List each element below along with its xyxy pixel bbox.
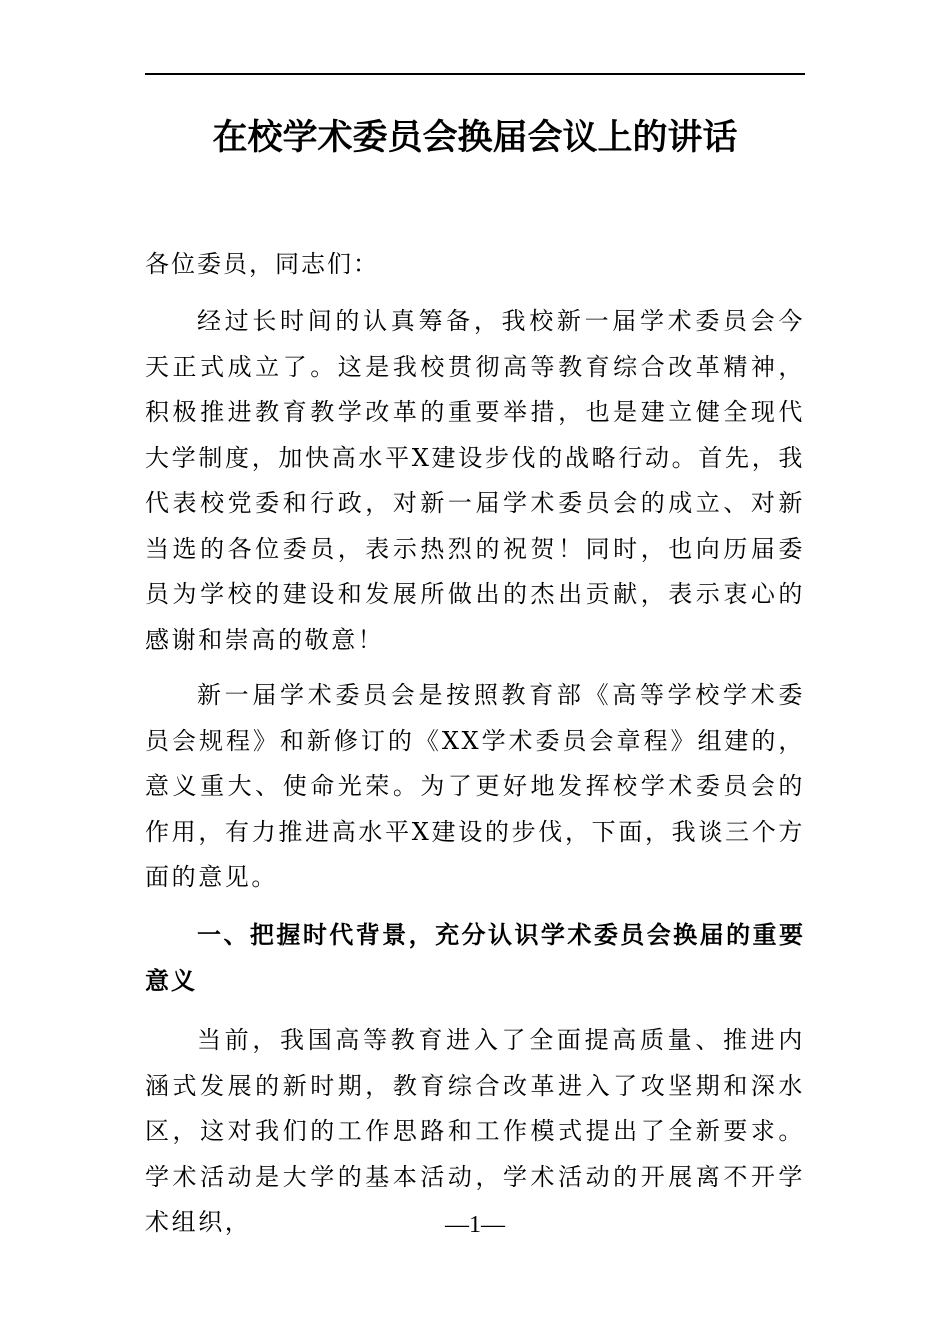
page-number: —1—: [445, 1212, 505, 1238]
paragraph-1: 经过长时间的认真筹备，我校新一届学术委员会今天正式成立了。这是我校贯彻高等教育综合改革精神，积极推进教育教学改革的重要举措，也是建立健全现代大学制度，加快高水平X建设步伐的战略行动。首先，我代表校党委和行政，对新一届学术委员会的成立、对新当选的各位委员，表示热烈的祝贺！同时，也向历届委员为学校的建设和发展所做出的杰出贡献，表示衷心的感谢和崇高的敬意！: [145, 307, 805, 654]
salutation: 各位委员，同志们：: [145, 250, 379, 278]
paragraph-2: 新一届学术委员会是按照教育部《高等学校学术委员会规程》和新修订的《XX学术委员会章程》组建的，意义重大、使命光荣。为了更好地发挥校学术委员会的作用，有力推进高水平X建设的步伐，下面，我谈三个方面的意见。: [145, 681, 805, 891]
section-1-paragraph: 当前，我国高等教育进入了全面提高质量、推进内涵式发展的新时期，教育综合改革进入了攻坚期和深水区，这对我们的工作思路和工作模式提出了全新要求。学术活动是大学的基本活动，学术活动的开展离不开学术组织，: [145, 1026, 805, 1236]
header-rule: [145, 73, 805, 75]
document-title: 在校学术委员会换届会议上的讲话: [212, 117, 738, 158]
section-heading-1: 一、把握时代背景，充分认识学术委员会换届的重要意义: [145, 921, 805, 995]
